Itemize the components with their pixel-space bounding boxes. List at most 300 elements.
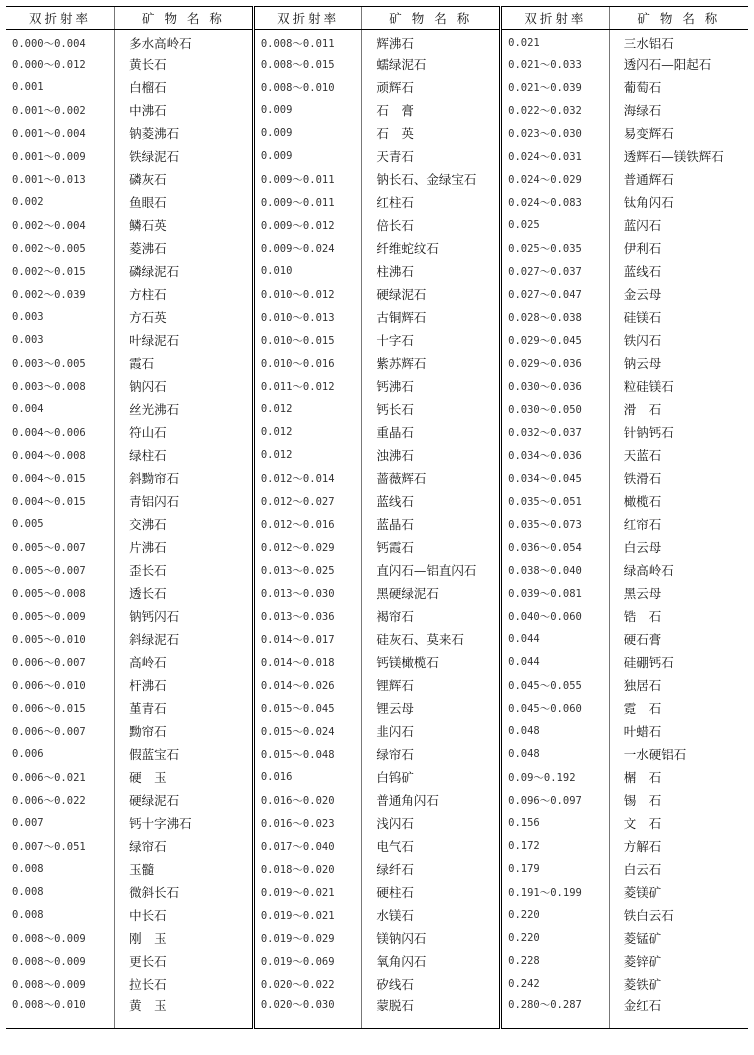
header-mineral-name-3: 矿 物 名 称 bbox=[609, 7, 748, 30]
birefringence-value: 0.040～0.060 bbox=[508, 610, 582, 623]
birefringence-table-page bbox=[6, 6, 748, 1029]
birefringence-value: 0.012 bbox=[260, 426, 293, 438]
mineral-name: 更长石 bbox=[115, 950, 254, 973]
table-row bbox=[6, 950, 748, 973]
table-row bbox=[6, 858, 748, 881]
mineral-name: 铁闪石 bbox=[609, 329, 748, 352]
birefringence-value: 0.019～0.029 bbox=[260, 932, 335, 945]
birefringence-value: 0.019～0.021 bbox=[260, 886, 335, 899]
mineral-name: 硅灰石、莫来石 bbox=[362, 628, 501, 651]
table-row bbox=[6, 306, 748, 329]
birefringence-value: 0.019～0.021 bbox=[260, 909, 335, 922]
birefringence-value: 0.005～0.009 bbox=[12, 610, 86, 623]
birefringence-value: 0.003～0.005 bbox=[12, 357, 86, 370]
table-row bbox=[6, 720, 748, 743]
birefringence-value: 0.001 bbox=[12, 81, 44, 93]
birefringence-value: 0.008 bbox=[12, 886, 44, 898]
birefringence-value: 0.016 bbox=[260, 771, 293, 783]
table-row bbox=[6, 835, 748, 858]
mineral-name: 透辉石—镁铁辉石 bbox=[609, 145, 748, 168]
table-row bbox=[6, 283, 748, 306]
birefringence-value: 0.002～0.005 bbox=[12, 242, 86, 255]
birefringence-value: 0.001～0.009 bbox=[12, 150, 86, 163]
table-row bbox=[6, 651, 748, 674]
mineral-name: 褐帘石 bbox=[362, 605, 501, 628]
mineral-name: 绿帘石 bbox=[362, 743, 501, 766]
mineral-name: 滑 石 bbox=[609, 398, 748, 421]
mineral-name: 蓝闪石 bbox=[609, 214, 748, 237]
mineral-name: 钠长石、金绿宝石 bbox=[362, 168, 501, 191]
mineral-name: 硬 玉 bbox=[115, 766, 254, 789]
birefringence-value: 0.220 bbox=[508, 932, 540, 944]
birefringence-value: 0.005～0.008 bbox=[12, 587, 86, 600]
birefringence-value: 0.005 bbox=[12, 518, 44, 530]
mineral-name: 微斜长石 bbox=[115, 881, 254, 904]
mineral-name: 钙镁橄榄石 bbox=[362, 651, 501, 674]
birefringence-value: 0.006 bbox=[12, 748, 44, 760]
birefringence-value: 0.012～0.016 bbox=[260, 518, 335, 531]
birefringence-value: 0.028～0.038 bbox=[508, 311, 582, 324]
mineral-name: 鱼眼石 bbox=[115, 191, 254, 214]
birefringence-value: 0.008 bbox=[12, 863, 44, 875]
birefringence-table bbox=[6, 6, 748, 1029]
mineral-name: 普通辉石 bbox=[609, 168, 748, 191]
mineral-name: 红柱石 bbox=[362, 191, 501, 214]
table-row bbox=[6, 559, 748, 582]
table-row bbox=[6, 766, 748, 789]
mineral-name: 绿帘石 bbox=[115, 835, 254, 858]
birefringence-value: 0.038～0.040 bbox=[508, 564, 582, 577]
mineral-name: 钙沸石 bbox=[362, 375, 501, 398]
birefringence-value: 0.09～0.192 bbox=[508, 771, 576, 784]
birefringence-value: 0.008～0.010 bbox=[6, 996, 115, 1029]
mineral-name: 绿柱石 bbox=[115, 444, 254, 467]
mineral-name: 水镁石 bbox=[362, 904, 501, 927]
birefringence-value: 0.015～0.048 bbox=[260, 748, 335, 761]
birefringence-value: 0.013～0.030 bbox=[260, 587, 335, 600]
mineral-name: 符山石 bbox=[115, 421, 254, 444]
birefringence-value: 0.016～0.023 bbox=[260, 817, 335, 830]
birefringence-value: 0.000～0.004 bbox=[12, 37, 86, 50]
mineral-name: 钠钙闪石 bbox=[115, 605, 254, 628]
birefringence-value: 0.048 bbox=[508, 748, 540, 760]
mineral-name: 古铜辉石 bbox=[362, 306, 501, 329]
mineral-name: 交沸石 bbox=[115, 513, 254, 536]
birefringence-value: 0.013～0.025 bbox=[260, 564, 335, 577]
birefringence-value: 0.030～0.050 bbox=[508, 403, 582, 416]
table-row bbox=[6, 421, 748, 444]
birefringence-value: 0.012～0.014 bbox=[260, 472, 335, 485]
mineral-name: 菱锌矿 bbox=[609, 950, 748, 973]
mineral-name: 红帘石 bbox=[609, 513, 748, 536]
mineral-name: 金红石 bbox=[609, 996, 748, 1029]
mineral-name: 中长石 bbox=[115, 904, 254, 927]
birefringence-value: 0.015～0.024 bbox=[260, 725, 335, 738]
birefringence-value: 0.012～0.029 bbox=[260, 541, 335, 554]
mineral-name: 硬绿泥石 bbox=[115, 789, 254, 812]
birefringence-value: 0.027～0.037 bbox=[508, 265, 582, 278]
birefringence-value: 0.220 bbox=[508, 909, 540, 921]
mineral-name: 黄 玉 bbox=[115, 996, 254, 1029]
mineral-name: 榍 石 bbox=[609, 766, 748, 789]
table-row bbox=[6, 927, 748, 950]
mineral-name: 堇青石 bbox=[115, 697, 254, 720]
birefringence-value: 0.004～0.015 bbox=[12, 495, 86, 508]
mineral-name: 多水高岭石 bbox=[115, 30, 254, 53]
mineral-name: 方石英 bbox=[115, 306, 254, 329]
birefringence-value: 0.024～0.031 bbox=[508, 150, 582, 163]
table-row bbox=[6, 352, 748, 375]
birefringence-value: 0.015～0.045 bbox=[260, 702, 335, 715]
mineral-name: 辉沸石 bbox=[362, 30, 501, 53]
birefringence-value: 0.008～0.009 bbox=[12, 932, 86, 945]
mineral-name: 歪长石 bbox=[115, 559, 254, 582]
birefringence-value: 0.003～0.008 bbox=[12, 380, 86, 393]
birefringence-value: 0.005～0.010 bbox=[12, 633, 86, 646]
mineral-name: 绿纤石 bbox=[362, 858, 501, 881]
table-row bbox=[6, 513, 748, 536]
birefringence-value: 0.021～0.039 bbox=[508, 81, 582, 94]
birefringence-value: 0.013～0.036 bbox=[260, 610, 335, 623]
mineral-name: 钠云母 bbox=[609, 352, 748, 375]
mineral-name: 丝光沸石 bbox=[115, 398, 254, 421]
header-birefringence-3: 双折射率 bbox=[501, 7, 610, 30]
mineral-name: 韭闪石 bbox=[362, 720, 501, 743]
mineral-name: 青铝闪石 bbox=[115, 490, 254, 513]
header-mineral-name-1: 矿 物 名 称 bbox=[115, 7, 254, 30]
mineral-name: 方解石 bbox=[609, 835, 748, 858]
table-row bbox=[6, 260, 748, 283]
mineral-name: 铁滑石 bbox=[609, 467, 748, 490]
birefringence-value: 0.012 bbox=[260, 403, 293, 415]
birefringence-value: 0.006～0.015 bbox=[12, 702, 86, 715]
mineral-name: 柱沸石 bbox=[362, 260, 501, 283]
birefringence-value: 0.014～0.026 bbox=[260, 679, 335, 692]
mineral-name: 一水硬铝石 bbox=[609, 743, 748, 766]
table-row bbox=[6, 444, 748, 467]
birefringence-value: 0.008～0.015 bbox=[260, 58, 335, 71]
mineral-name: 蓝线石 bbox=[609, 260, 748, 283]
mineral-name: 假蓝宝石 bbox=[115, 743, 254, 766]
birefringence-value: 0.005～0.007 bbox=[12, 541, 86, 554]
mineral-name: 刚 玉 bbox=[115, 927, 254, 950]
birefringence-value: 0.036～0.054 bbox=[508, 541, 582, 554]
mineral-name: 钠菱沸石 bbox=[115, 122, 254, 145]
mineral-name: 中沸石 bbox=[115, 99, 254, 122]
table-body bbox=[6, 30, 748, 1029]
mineral-name: 钙十字沸石 bbox=[115, 812, 254, 835]
birefringence-value: 0.228 bbox=[508, 955, 540, 967]
mineral-name: 硬石膏 bbox=[609, 628, 748, 651]
mineral-name: 蓝线石 bbox=[362, 490, 501, 513]
mineral-name: 天蓝石 bbox=[609, 444, 748, 467]
birefringence-value: 0.020～0.022 bbox=[260, 978, 335, 991]
table-row bbox=[6, 881, 748, 904]
mineral-name: 菱铁矿 bbox=[609, 973, 748, 996]
birefringence-value: 0.280～0.287 bbox=[501, 996, 610, 1029]
mineral-name: 菱镁矿 bbox=[609, 881, 748, 904]
mineral-name: 蔷薇辉石 bbox=[362, 467, 501, 490]
mineral-name: 电气石 bbox=[362, 835, 501, 858]
birefringence-value: 0.029～0.045 bbox=[508, 334, 582, 347]
birefringence-value: 0.009 bbox=[260, 104, 293, 116]
birefringence-value: 0.018～0.020 bbox=[260, 863, 335, 876]
birefringence-value: 0.023～0.030 bbox=[508, 127, 582, 140]
birefringence-value: 0.006～0.021 bbox=[12, 771, 86, 784]
table-row bbox=[6, 145, 748, 168]
mineral-name: 纤维蛇纹石 bbox=[362, 237, 501, 260]
mineral-name: 锡 石 bbox=[609, 789, 748, 812]
mineral-name: 十字石 bbox=[362, 329, 501, 352]
mineral-name: 叶绿泥石 bbox=[115, 329, 254, 352]
birefringence-value: 0.019～0.069 bbox=[260, 955, 335, 968]
mineral-name: 白云母 bbox=[609, 536, 748, 559]
birefringence-value: 0.009～0.011 bbox=[260, 196, 335, 209]
mineral-name: 叶蜡石 bbox=[609, 720, 748, 743]
birefringence-value: 0.008～0.010 bbox=[260, 81, 335, 94]
birefringence-value: 0.179 bbox=[508, 863, 540, 875]
table-row bbox=[6, 789, 748, 812]
birefringence-value: 0.010～0.013 bbox=[260, 311, 335, 324]
mineral-name: 蒙脱石 bbox=[362, 996, 501, 1029]
birefringence-value: 0.006～0.007 bbox=[12, 725, 86, 738]
mineral-name: 鳞石英 bbox=[115, 214, 254, 237]
table-row bbox=[6, 168, 748, 191]
birefringence-value: 0.191～0.199 bbox=[508, 886, 582, 899]
birefringence-value: 0.000～0.012 bbox=[12, 58, 86, 71]
mineral-name: 硬绿泥石 bbox=[362, 283, 501, 306]
birefringence-value: 0.030～0.036 bbox=[508, 380, 582, 393]
mineral-name: 黄长石 bbox=[115, 53, 254, 76]
mineral-name: 氧角闪石 bbox=[362, 950, 501, 973]
table-row bbox=[6, 812, 748, 835]
birefringence-value: 0.035～0.073 bbox=[508, 518, 582, 531]
birefringence-value: 0.045～0.060 bbox=[508, 702, 582, 715]
mineral-name: 三水铝石 bbox=[609, 30, 748, 53]
mineral-name: 霓 石 bbox=[609, 697, 748, 720]
mineral-name: 黑硬绿泥石 bbox=[362, 582, 501, 605]
birefringence-value: 0.001～0.013 bbox=[12, 173, 86, 186]
mineral-name: 普通角闪石 bbox=[362, 789, 501, 812]
birefringence-value: 0.010 bbox=[260, 265, 293, 277]
birefringence-value: 0.016～0.020 bbox=[260, 794, 335, 807]
mineral-name: 磷绿泥石 bbox=[115, 260, 254, 283]
birefringence-value: 0.012 bbox=[260, 449, 293, 461]
table-row bbox=[6, 904, 748, 927]
mineral-name: 片沸石 bbox=[115, 536, 254, 559]
mineral-name: 玉髓 bbox=[115, 858, 254, 881]
mineral-name: 粒硅镁石 bbox=[609, 375, 748, 398]
table-row bbox=[6, 674, 748, 697]
birefringence-value: 0.007 bbox=[12, 817, 44, 829]
birefringence-value: 0.008 bbox=[12, 909, 44, 921]
header-birefringence-2: 双折射率 bbox=[253, 7, 362, 30]
mineral-name: 白云石 bbox=[609, 858, 748, 881]
birefringence-value: 0.045～0.055 bbox=[508, 679, 582, 692]
mineral-name: 文 石 bbox=[609, 812, 748, 835]
mineral-name: 镁钠闪石 bbox=[362, 927, 501, 950]
mineral-name: 锆 石 bbox=[609, 605, 748, 628]
birefringence-value: 0.029～0.036 bbox=[508, 357, 582, 370]
birefringence-value: 0.009 bbox=[260, 150, 293, 162]
mineral-name: 重晶石 bbox=[362, 421, 501, 444]
table-row bbox=[6, 76, 748, 99]
table-row bbox=[6, 191, 748, 214]
birefringence-value: 0.009～0.024 bbox=[260, 242, 335, 255]
birefringence-value: 0.021～0.033 bbox=[508, 58, 582, 71]
birefringence-value: 0.156 bbox=[508, 817, 540, 829]
birefringence-value: 0.010～0.016 bbox=[260, 357, 335, 370]
table-row bbox=[6, 697, 748, 720]
mineral-name: 磷灰石 bbox=[115, 168, 254, 191]
birefringence-value: 0.242 bbox=[508, 978, 540, 990]
mineral-name: 钙霞石 bbox=[362, 536, 501, 559]
mineral-name: 杆沸石 bbox=[115, 674, 254, 697]
birefringence-value: 0.011～0.012 bbox=[260, 380, 335, 393]
mineral-name: 硅硼钙石 bbox=[609, 651, 748, 674]
birefringence-value: 0.010～0.012 bbox=[260, 288, 335, 301]
mineral-name: 透闪石—阳起石 bbox=[609, 53, 748, 76]
table-row bbox=[6, 996, 748, 1029]
birefringence-value: 0.004～0.008 bbox=[12, 449, 86, 462]
birefringence-value: 0.008～0.011 bbox=[260, 37, 335, 50]
table-header-row bbox=[6, 7, 748, 30]
birefringence-value: 0.006～0.022 bbox=[12, 794, 86, 807]
birefringence-value: 0.048 bbox=[508, 725, 540, 737]
mineral-name: 针钠钙石 bbox=[609, 421, 748, 444]
mineral-name: 海绿石 bbox=[609, 99, 748, 122]
birefringence-value: 0.014～0.018 bbox=[260, 656, 335, 669]
table-row bbox=[6, 605, 748, 628]
mineral-name: 白榴石 bbox=[115, 76, 254, 99]
birefringence-value: 0.044 bbox=[508, 656, 540, 668]
mineral-name: 方柱石 bbox=[115, 283, 254, 306]
table-row bbox=[6, 467, 748, 490]
mineral-name: 蠕绿泥石 bbox=[362, 53, 501, 76]
table-row bbox=[6, 490, 748, 513]
mineral-name: 浊沸石 bbox=[362, 444, 501, 467]
mineral-name: 钙长石 bbox=[362, 398, 501, 421]
birefringence-value: 0.002 bbox=[12, 196, 44, 208]
mineral-name: 霞石 bbox=[115, 352, 254, 375]
mineral-name: 菱沸石 bbox=[115, 237, 254, 260]
birefringence-value: 0.001～0.004 bbox=[12, 127, 86, 140]
mineral-name: 直闪石—铝直闪石 bbox=[362, 559, 501, 582]
birefringence-value: 0.009～0.012 bbox=[260, 219, 335, 232]
birefringence-value: 0.025～0.035 bbox=[508, 242, 582, 255]
table-row bbox=[6, 536, 748, 559]
mineral-name: 锂云母 bbox=[362, 697, 501, 720]
mineral-name: 石 膏 bbox=[362, 99, 501, 122]
table-row bbox=[6, 743, 748, 766]
mineral-name: 橄榄石 bbox=[609, 490, 748, 513]
birefringence-value: 0.025 bbox=[508, 219, 540, 231]
birefringence-value: 0.004 bbox=[12, 403, 44, 415]
birefringence-value: 0.020～0.030 bbox=[253, 996, 362, 1029]
mineral-name: 硅镁石 bbox=[609, 306, 748, 329]
birefringence-value: 0.032～0.037 bbox=[508, 426, 582, 439]
birefringence-value: 0.002～0.039 bbox=[12, 288, 86, 301]
birefringence-value: 0.006～0.007 bbox=[12, 656, 86, 669]
mineral-name: 蓝晶石 bbox=[362, 513, 501, 536]
birefringence-value: 0.001～0.002 bbox=[12, 104, 86, 117]
mineral-name: 倍长石 bbox=[362, 214, 501, 237]
table-row bbox=[6, 237, 748, 260]
mineral-name: 硬柱石 bbox=[362, 881, 501, 904]
table-row bbox=[6, 375, 748, 398]
mineral-name: 金云母 bbox=[609, 283, 748, 306]
birefringence-value: 0.009～0.011 bbox=[260, 173, 335, 186]
birefringence-value: 0.035～0.051 bbox=[508, 495, 582, 508]
birefringence-value: 0.004～0.015 bbox=[12, 472, 86, 485]
birefringence-value: 0.002～0.004 bbox=[12, 219, 86, 232]
mineral-name: 独居石 bbox=[609, 674, 748, 697]
mineral-name: 高岭石 bbox=[115, 651, 254, 674]
birefringence-value: 0.034～0.036 bbox=[508, 449, 582, 462]
mineral-name: 黑云母 bbox=[609, 582, 748, 605]
table-row bbox=[6, 582, 748, 605]
table-row bbox=[6, 99, 748, 122]
birefringence-value: 0.007～0.051 bbox=[12, 840, 86, 853]
mineral-name: 铁白云石 bbox=[609, 904, 748, 927]
birefringence-value: 0.022～0.032 bbox=[508, 104, 582, 117]
mineral-name: 锂辉石 bbox=[362, 674, 501, 697]
birefringence-value: 0.006～0.010 bbox=[12, 679, 86, 692]
table-row bbox=[6, 398, 748, 421]
mineral-name: 矽线石 bbox=[362, 973, 501, 996]
mineral-name: 伊利石 bbox=[609, 237, 748, 260]
birefringence-value: 0.017～0.040 bbox=[260, 840, 335, 853]
mineral-name: 斜黝帘石 bbox=[115, 467, 254, 490]
birefringence-value: 0.009 bbox=[260, 127, 293, 139]
table-row bbox=[6, 53, 748, 76]
mineral-name: 葡萄石 bbox=[609, 76, 748, 99]
birefringence-value: 0.039～0.081 bbox=[508, 587, 582, 600]
mineral-name: 钛角闪石 bbox=[609, 191, 748, 214]
table-row bbox=[6, 30, 748, 53]
birefringence-value: 0.096～0.097 bbox=[508, 794, 582, 807]
table-row bbox=[6, 214, 748, 237]
header-birefringence-1: 双折射率 bbox=[6, 7, 115, 30]
mineral-name: 顽辉石 bbox=[362, 76, 501, 99]
birefringence-value: 0.024～0.083 bbox=[508, 196, 582, 209]
mineral-name: 紫苏辉石 bbox=[362, 352, 501, 375]
birefringence-value: 0.012～0.027 bbox=[260, 495, 335, 508]
table-row bbox=[6, 122, 748, 145]
birefringence-value: 0.172 bbox=[508, 840, 540, 852]
mineral-name: 菱锰矿 bbox=[609, 927, 748, 950]
birefringence-value: 0.005～0.007 bbox=[12, 564, 86, 577]
birefringence-value: 0.044 bbox=[508, 633, 540, 645]
birefringence-value: 0.027～0.047 bbox=[508, 288, 582, 301]
mineral-name: 斜绿泥石 bbox=[115, 628, 254, 651]
birefringence-value: 0.021 bbox=[508, 37, 540, 50]
birefringence-value: 0.002～0.015 bbox=[12, 265, 86, 278]
table-row bbox=[6, 973, 748, 996]
birefringence-value: 0.004～0.006 bbox=[12, 426, 86, 439]
mineral-name: 拉长石 bbox=[115, 973, 254, 996]
mineral-name: 白钨矿 bbox=[362, 766, 501, 789]
birefringence-value: 0.024～0.029 bbox=[508, 173, 582, 186]
mineral-name: 铁绿泥石 bbox=[115, 145, 254, 168]
mineral-name: 易变辉石 bbox=[609, 122, 748, 145]
birefringence-value: 0.003 bbox=[12, 311, 44, 323]
mineral-name: 绿高岭石 bbox=[609, 559, 748, 582]
mineral-name: 天青石 bbox=[362, 145, 501, 168]
mineral-name: 钠闪石 bbox=[115, 375, 254, 398]
table-row bbox=[6, 628, 748, 651]
mineral-name: 透长石 bbox=[115, 582, 254, 605]
